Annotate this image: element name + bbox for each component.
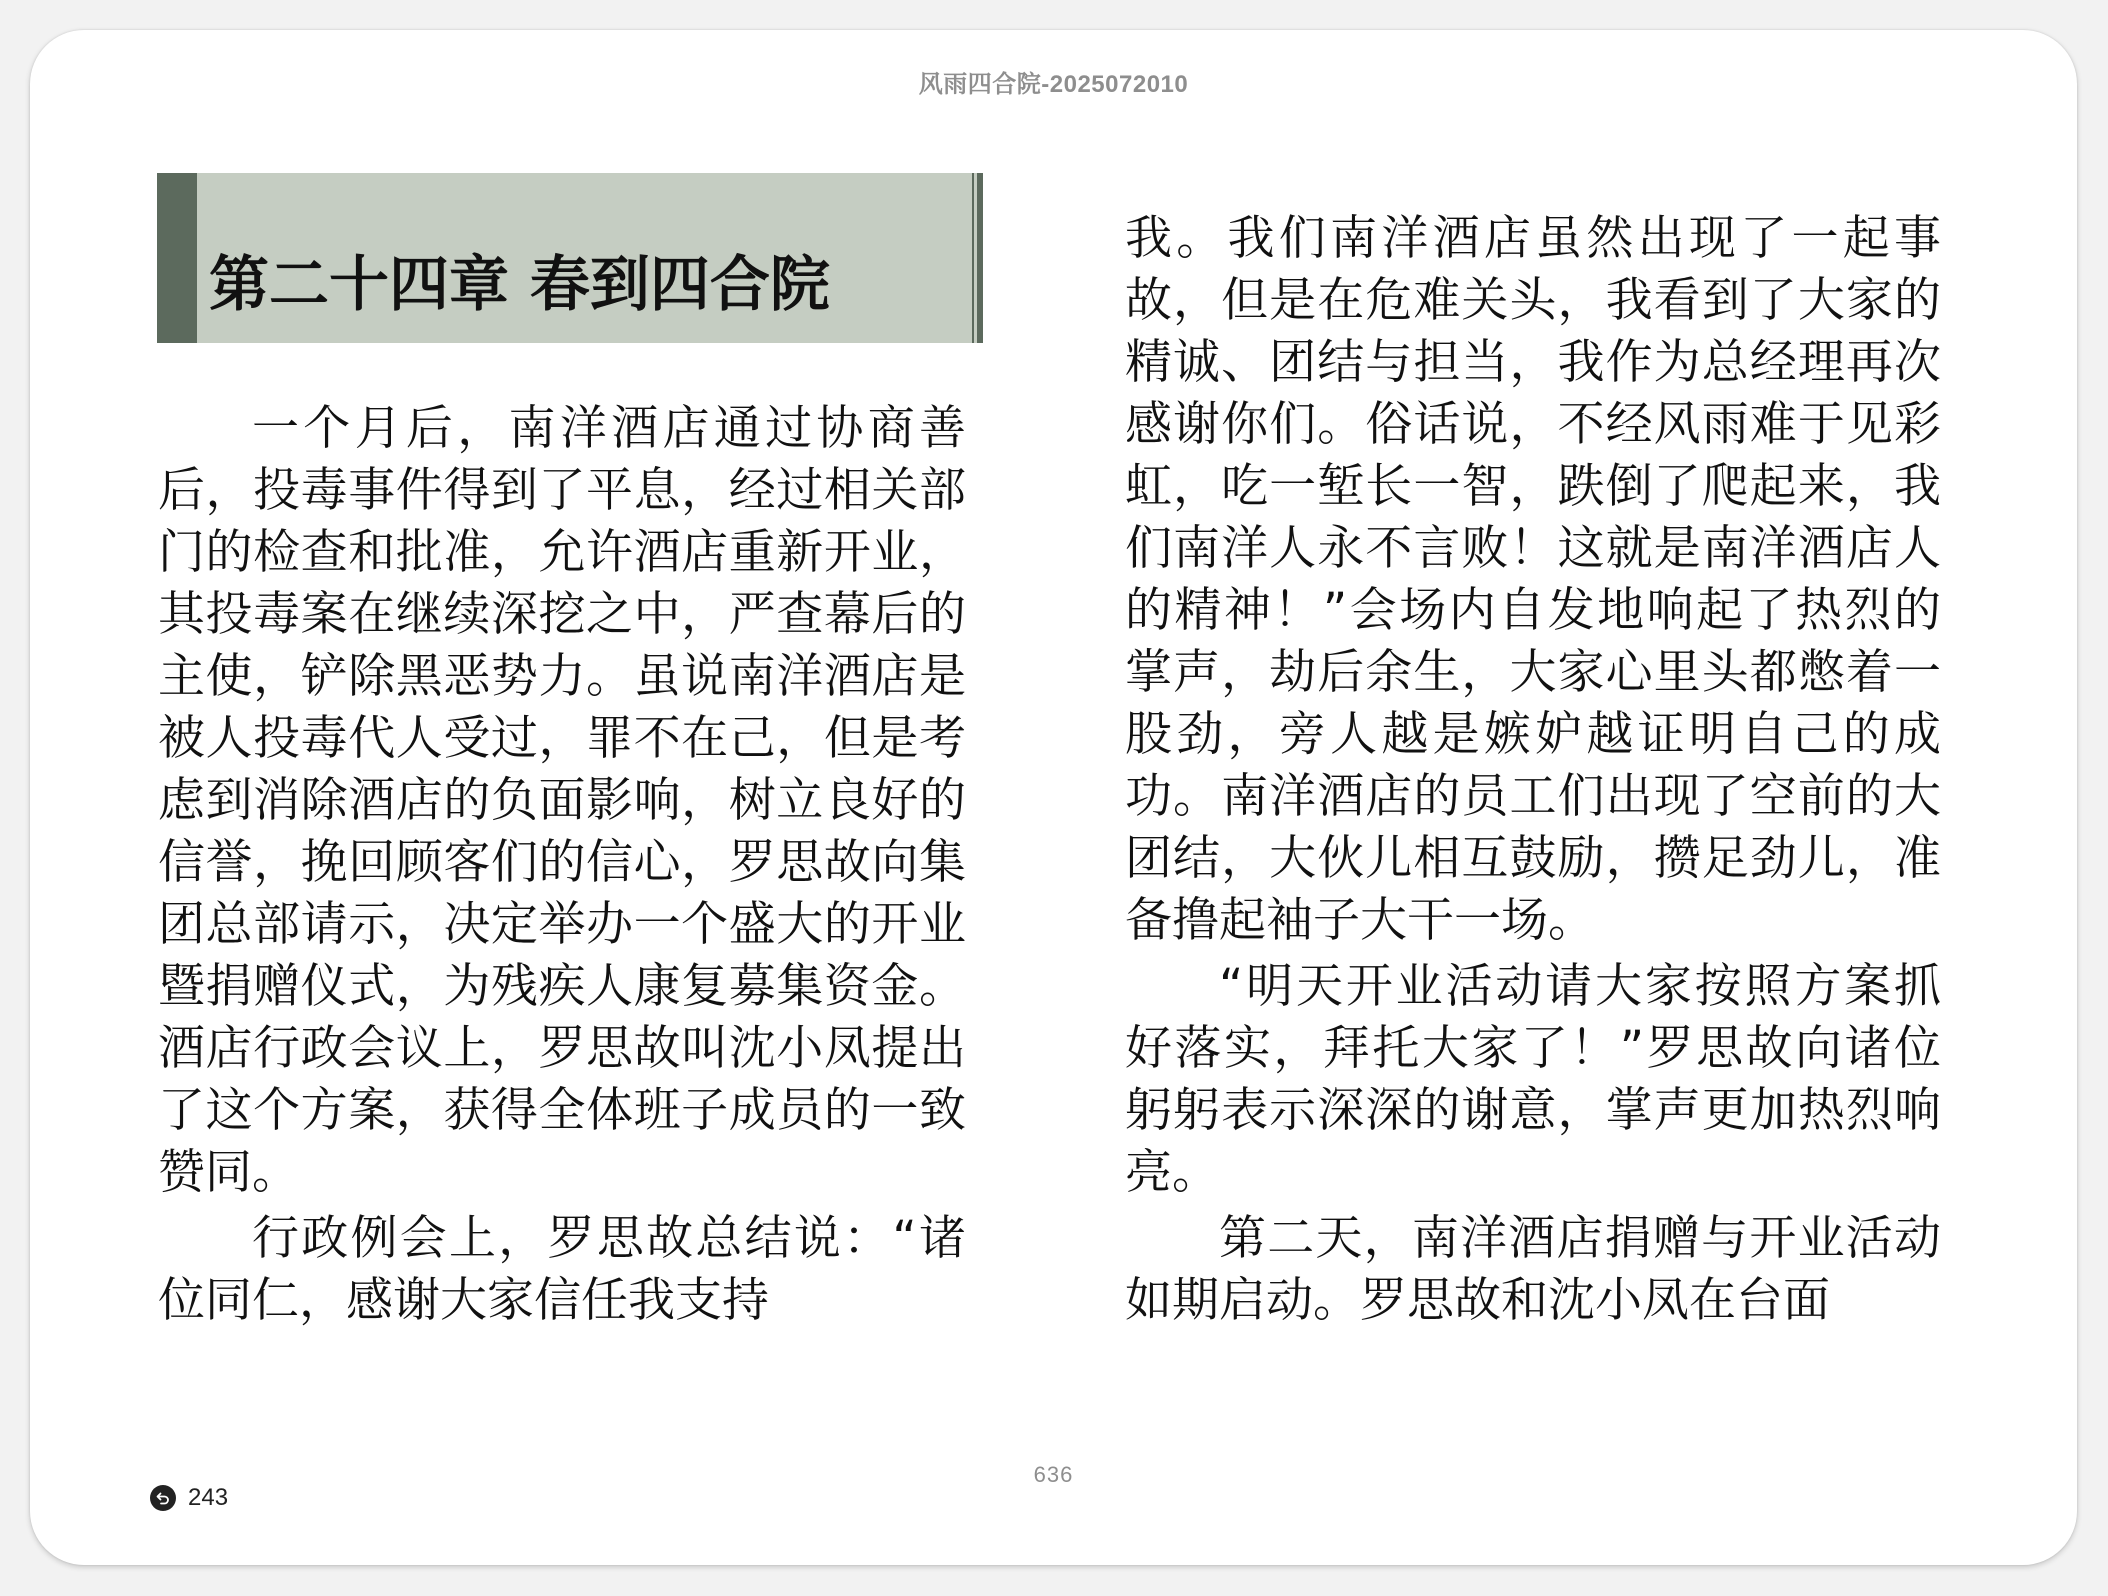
paragraph: 一个月后，南洋酒店通过协商善后，投毒事件得到了平息，经过相关部门的检查和批准，允许酒店重新开业，其投毒案在继续深挖之中，严查幕后的主使，铲除黑恶势力。虽说南洋酒店是被人投毒代人受过，罪不在己，但是考虑到消除酒店的负面影响，树立良好的信誉，挽回顾客们的信心，罗思故向集团总部请示，决定举办一个盛大的开业暨捐赠仪式，为残疾人康复募集资金。酒店行政会议上，罗思故叫沈小凤提出了这个方案，获得全体班子成员的一致赞同。 — [158, 401, 966, 1200]
paragraph: “明天开业活动请大家按照方案抓好落实，拜托大家了！”罗思故向诸位躬躬表示深深的谢意，掌声更加热烈响亮。 — [1125, 959, 1941, 1200]
continued-paragraph: 我。我们南洋酒店虽然出现了一起事故，但是在危难关头，我看到了大家的精诚、团结与担当，我作为总经理再次感谢你们。俗话说，不经风雨难于见彩虹，吃一堑长一智，跌倒了爬起来，我们南洋人永不言败！这就是南洋酒店人的精神！”会场内自发地响起了热烈的掌声，劫后余生，大家心里头都憋着一股劲，旁人越是嫉妒越证明自己的成功。南洋酒店的员工们出现了空前的大团结，大伙儿相互鼓励，攒足劲儿，准备撸起袖子大干一场。 — [1125, 211, 1941, 948]
back-page-number: 243 — [188, 1484, 229, 1511]
back-to-page-button[interactable] — [150, 1484, 228, 1512]
banner-left-bar — [157, 173, 197, 343]
page-number: 636 — [1033, 1462, 1074, 1487]
paragraph: 行政例会上，罗思故总结说：“诸位同仁，感谢大家信任我支持 — [158, 1211, 966, 1328]
chapter-banner — [157, 173, 983, 343]
banner-right-bar — [977, 173, 983, 343]
book-title: 风雨四合院-2025072010 — [918, 71, 1189, 98]
left-text-column — [158, 398, 966, 1332]
chapter-title: 第二十四章 春到四合院 — [209, 250, 830, 320]
right-text-column — [1125, 208, 1941, 1332]
reader-page[interactable] — [30, 30, 2077, 1565]
back-arrow-icon — [150, 1485, 176, 1511]
paragraph: 第二天，南洋酒店捐赠与开业活动如期启动。罗思故和沈小凤在台面 — [1125, 1211, 1941, 1328]
